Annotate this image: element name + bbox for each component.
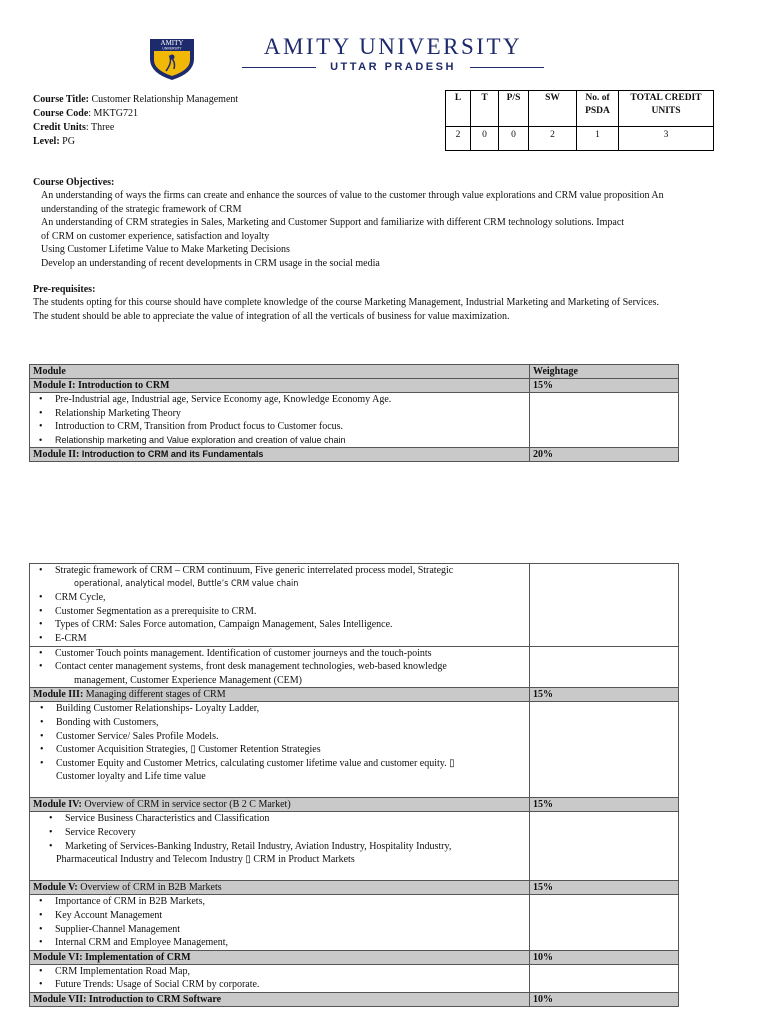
credit-units: : Three [85, 122, 115, 133]
module-table-bottom: • Strategic framework of CRM – CRM continuum, Five generic interrelated process model, Strategic operational, analytical model, Buttle’s CRM value chain • CRM Cycle, • Customer Segmentation as a prerequisite to CRM. • Types of CRM: Sales Force automation, Campaign Management, Sales Intelligence. • E-CRM • Customer Touch points management. Identification of customer journeys and the touch-points • Contact center management systems, front desk management technologies, web-based knowledge management, Customer Experience Management (CEM) Module III: Managing different stages of CRM 15% • Building Customer Relationships- Loyalty Ladder, • Bonding with Customers, • Customer Service/ Sales Profile Models. • Customer Acquisition Strategies, ▯ Customer Retention Strategies • Customer Equity and Customer Metrics, calculating customer lifetime value and customer equity. ▯ Customer loyalty and Life time value Module IV: Overview of CRM in service sector (B 2 C Market) 15% • Service Business Characteristics and Classification • Service Recovery • Marketing of Services-Banking Industry, Retail Industry, Aviation Industry, Hospitality Industry, Pharmaceutical Industry and Telecom Industry ▯ CRM in Product Markets Module V: Overview of CRM in B2B Markets 15% • Importance of CRM in B2B Markets, • Key Account Management • Supplier-Channel Management • Internal CRM and Employee Management, Module VI: Implementation of CRM 10% • CRM Implementation Road Map, • Future Trends: Usage of Social CRM by corporate. Module VII: Introduction to CRM Software 10% [29, 563, 679, 1007]
university-header [238, 34, 548, 74]
course-info: Course Title: Customer Relationship Management Course Code: MKTG721 Credit Units: Three Level: PG [33, 94, 239, 147]
university-state: UTTAR PRADESH [330, 61, 456, 73]
credit-table: L T P/S SW No. of PSDA TOTAL CREDIT UNITS 2 0 0 2 1 3 [445, 90, 714, 151]
amity-logo [146, 33, 198, 81]
prereq-text: The students opting for this course should have complete knowledge of the course Marketing Management, Industrial Marketing and Marketing of Services. The student should be able to appreciate the value of integration of all the verticals of business for value maximization. [33, 297, 659, 322]
course-level: PG [59, 136, 75, 147]
objectives-text: An understanding of ways the firms can create and enhance the sources of value to the customer through value explorations and CRM value proposition An understanding of the strategic framework of CRM An understanding of CRM strategies in Sales, Marketing and Customer Support and familiarize with different CRM technology solutions. Impact of CRM on customer experience, satisfaction and loyalty Using Customer Lifetime Value to Make Marketing Decisions Develop an understanding of recent developments in CRM usage in the social media [41, 190, 664, 269]
module-1-title: Module I: Introduction to CRM [33, 380, 170, 391]
course-title: Customer Relationship Management [91, 94, 239, 105]
logo-subtext: UNIVERSITY [162, 46, 182, 51]
logo-text: AMITY [160, 39, 184, 47]
course-code: : MKTG721 [88, 108, 139, 119]
prereq-heading: Pre-requisites: [33, 284, 96, 295]
university-name: AMITY UNIVERSITY [263, 34, 523, 59]
objectives-heading: Course Objectives: [33, 177, 115, 188]
module-table-top: Module Weightage Module I: Introduction to CRM 15% • Pre-Industrial age, Industrial age, Service Economy age, Knowledge Economy Age. • Relationship Marketing Theory • Introduction to CRM, Transition from Product focus to Customer focus. • Relationship marketing and Value exploration and creation of value chain Module II: Introduction to CRM and its Fundamentals 20% [29, 364, 679, 462]
